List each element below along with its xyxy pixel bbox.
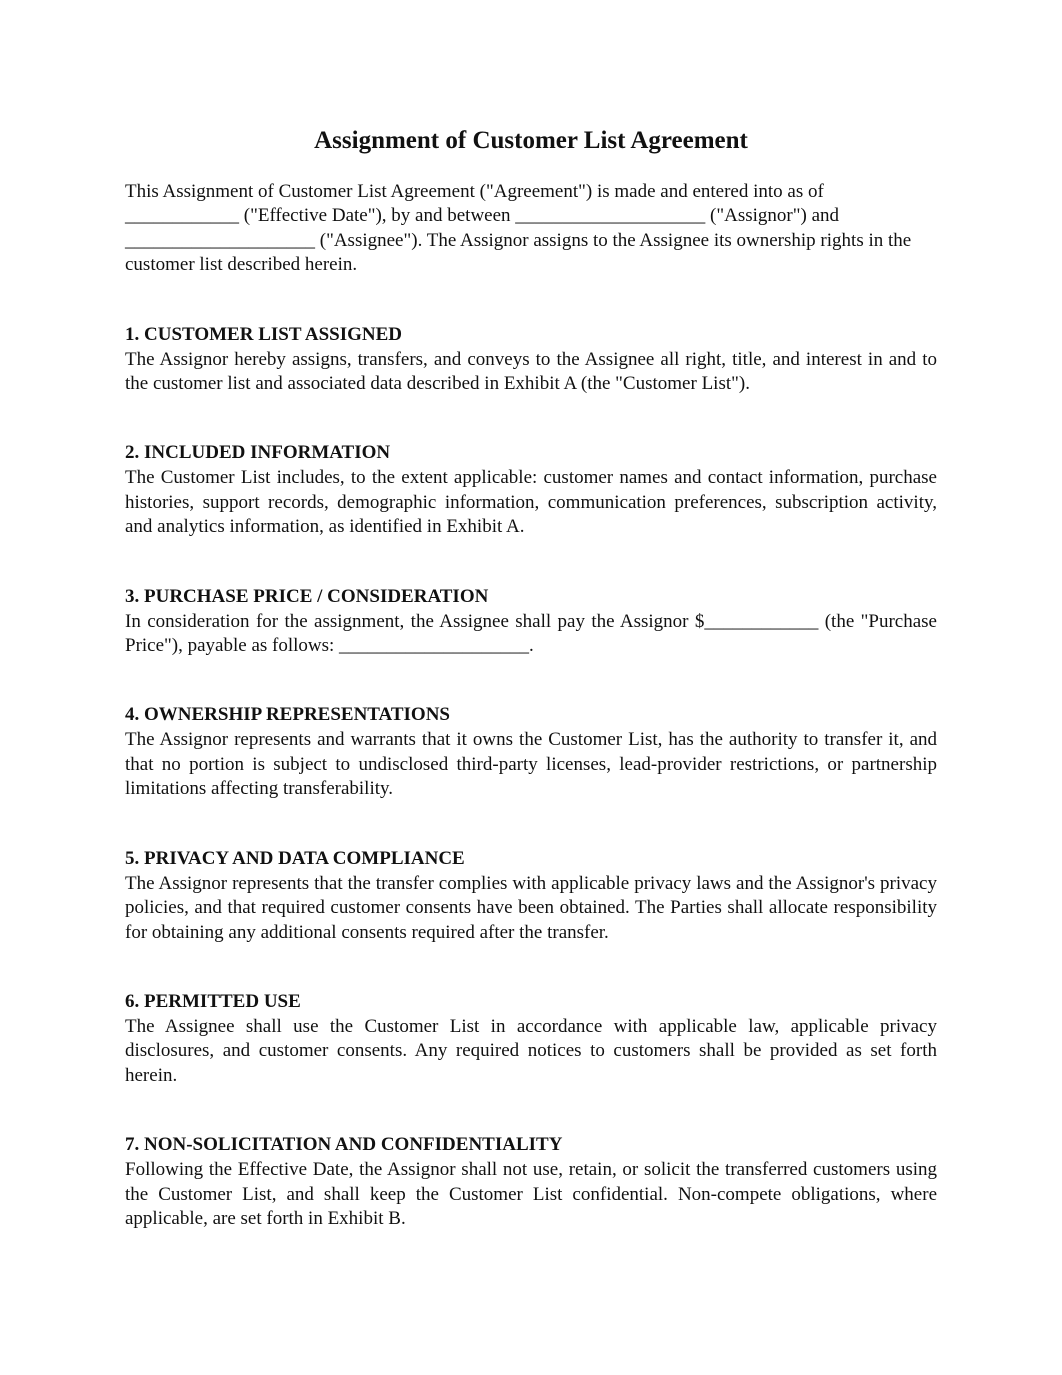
section-privacy-compliance xyxy=(125,845,937,945)
section-heading: 5. PRIVACY AND DATA COMPLIANCE xyxy=(125,847,465,869)
document-title: Assignment of Customer List Agreement xyxy=(314,127,748,154)
document-body xyxy=(125,180,937,1231)
section-heading: 3. PURCHASE PRICE / CONSIDERATION xyxy=(125,585,489,607)
intro-paragraph: This Assignment of Customer List Agreement ("Agreement") is made and entered into as of ____________ ("Effective Date"), by and between ____________________ ("Assignor") and ____________________ ("Assignee"). The Assignor assigns to the Assignee its ownership rights in the customer list described herein. xyxy=(125,181,912,276)
section-purchase-price xyxy=(125,583,937,659)
section-body: The Customer List includes, to the extent applicable: customer names and contact information, purchase histories, support records, demographic information, communication preferences, subscription activity, and analytics information, as identified in Exhibit A. xyxy=(125,467,937,538)
section-heading: 2. INCLUDED INFORMATION xyxy=(125,442,391,464)
section-body: The Assignor hereby assigns, transfers, and conveys to the Assignee all right, title, and interest in and to the customer list and associated data described in Exhibit A (the "Customer List"). xyxy=(125,348,937,395)
section-body: The Assignor represents and warrants that it owns the Customer List, has the authority to transfer it, and that no portion is subject to undisclosed third-party licenses, lead-provider restrictions, or partnership limitations affecting transferability. xyxy=(125,729,937,800)
section-heading: 7. NON-SOLICITATION AND CONFIDENTIALITY xyxy=(125,1134,563,1156)
section-heading: 4. OWNERSHIP REPRESENTATIONS xyxy=(125,704,451,726)
section-body: The Assignee shall use the Customer List in accordance with applicable law, applicable privacy disclosures, and customer consents. Any required notices to customers shall be provided as set forth herein. xyxy=(125,1015,937,1086)
section-ownership-representations xyxy=(125,701,937,801)
section-customer-list-assigned xyxy=(125,321,937,397)
section-permitted-use xyxy=(125,988,937,1088)
section-heading: 6. PERMITTED USE xyxy=(125,990,301,1012)
section-body: In consideration for the assignment, the Assignee shall pay the Assignor $____________ (the "Purchase Price"), payable as follows: ____________________. xyxy=(125,610,937,657)
section-non-solicitation xyxy=(125,1131,937,1231)
section-body: Following the Effective Date, the Assignor shall not use, retain, or solicit the transferred customers using the Customer List, and shall keep the Customer List confidential. Non-compete obligations, where applicable, are set forth in Exhibit B. xyxy=(125,1159,937,1229)
section-body: The Assignor represents that the transfer complies with applicable privacy laws and the Assignor's privacy policies, and that required customer consents have been obtained. The Parties shall allocate responsibility for obtaining any additional consents required after the transfer. xyxy=(125,872,937,943)
section-heading: 1. CUSTOMER LIST ASSIGNED xyxy=(125,323,403,345)
section-included-information xyxy=(125,439,937,539)
